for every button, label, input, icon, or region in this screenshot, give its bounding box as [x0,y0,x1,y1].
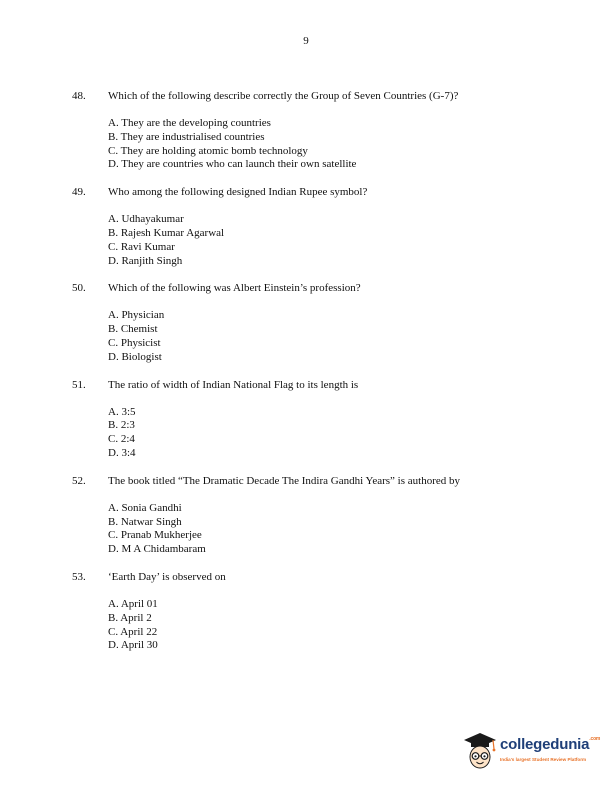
option-c: C. They are holding atomic bomb technology [108,144,308,157]
option-b: B. Rajesh Kumar Agarwal [108,226,225,239]
option-c: C. Ravi Kumar [108,240,175,253]
question-number: 53. [72,570,86,583]
option-c: C. April 22 [108,625,158,638]
option-d: D. M A Chidambaram [108,543,206,556]
option-b: B. They are industrialised countries [108,130,265,143]
collegedunia-logo[interactable] [460,728,600,776]
question-text: The book titled “The Dramatic Decade The Indira Gandhi Years” is authored by [108,474,460,487]
option-c: C. 2:4 [108,433,135,446]
question-text: Which of the following describe correctly the Group of Seven Countries (G-7)? [108,90,459,102]
option-c: C. Physicist [108,336,161,349]
option-a: A. Physician [108,309,165,322]
option-a: A. Sonia Gandhi [108,501,182,514]
question-48 [72,90,542,172]
question-text: ‘Earth Day’ is observed on [108,570,226,583]
option-d: D. They are countries who can launch their own satellite [108,158,357,171]
question-51 [72,379,542,461]
option-b: B. April 2 [108,611,152,624]
question-53 [72,571,542,653]
question-49 [72,186,542,268]
option-b: B. Chemist [108,323,158,336]
logo-domain: .com [589,736,601,742]
logo-tagline: India's largest Student Review Platform [500,757,587,762]
option-b: B. Natwar Singh [108,515,182,528]
question-52 [72,475,542,557]
logo-wordmark [500,736,600,753]
question-text: The ratio of width of Indian National Flag to its length is [108,378,359,391]
option-c: C. Pranab Mukherjee [108,529,202,542]
option-a: A. They are the developing countries [108,117,271,129]
option-list [108,117,542,172]
option-d: D. Biologist [108,350,162,363]
question-number: 50. [72,282,86,295]
question-list [72,90,542,667]
question-number: 52. [72,474,86,487]
question-number: 51. [72,378,86,391]
option-list [108,309,542,364]
option-list [108,502,542,557]
question-number: 48. [72,90,86,102]
option-a: A. April 01 [108,597,158,610]
option-d: D. April 30 [108,639,158,652]
question-number: 49. [72,186,86,199]
option-list [108,406,542,461]
question-50 [72,282,542,364]
question-text: Which of the following was Albert Einstein’s profession? [108,282,361,295]
option-d: D. Ranjith Singh [108,254,183,267]
option-d: D. 3:4 [108,446,136,459]
page-number: 9 [303,35,309,47]
question-text: Who among the following designed Indian Rupee symbol? [108,186,368,199]
student-mascot-icon [460,728,498,774]
option-a: A. Udhayakumar [108,213,184,226]
logo-name: collegedunia [500,736,590,753]
option-list [108,598,542,653]
option-list [108,213,542,268]
option-a: A. 3:5 [108,405,136,418]
option-b: B. 2:3 [108,419,135,432]
